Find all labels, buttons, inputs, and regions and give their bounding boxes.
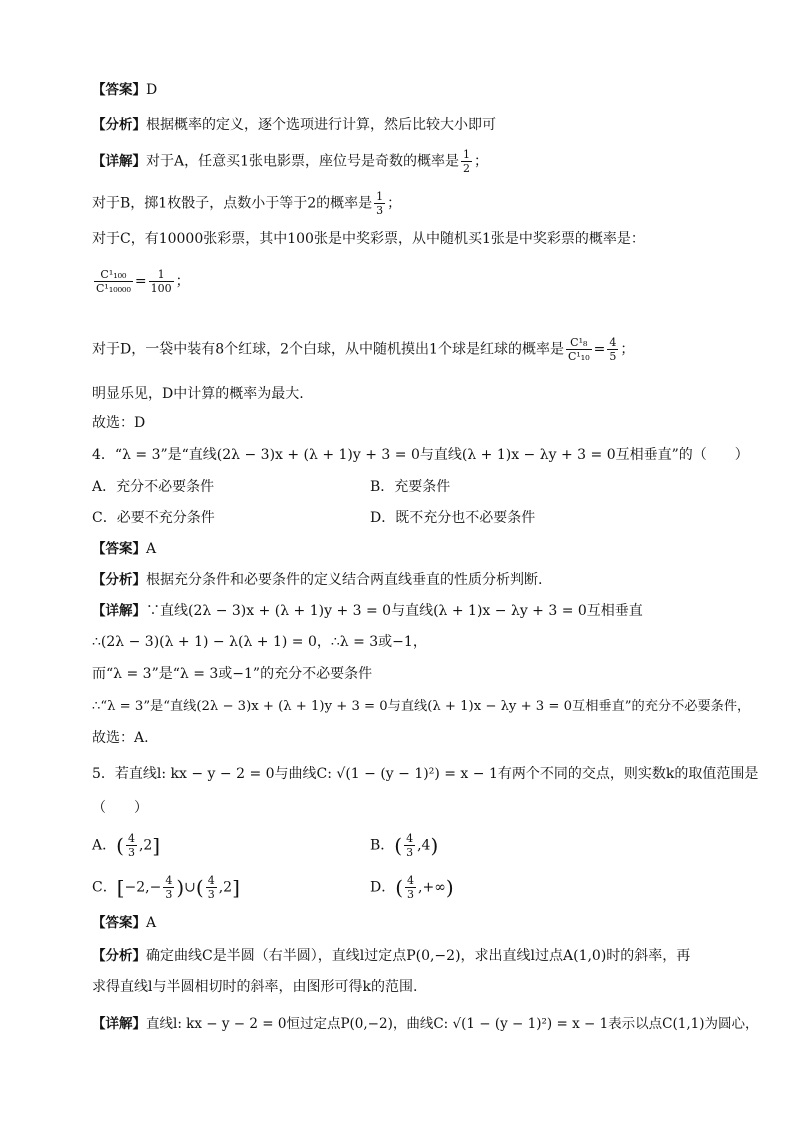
- q5-analysis-line-2: 求得直线l与半圆相切时的斜率，由图形可得k的范围.: [92, 979, 418, 995]
- q3-detail-d: 对于D，一袋中装有8个红球，2个白球，从中随机摸出1个球是红球的概率是 $\frac{\text{C¹₈}}{\text{C¹₁₀}}$ = $\frac{4}{5}$ ；: [92, 336, 635, 363]
- q4-detail-2: ∴(2λ − 3)(λ + 1) − λ(λ + 1) = 0，∴λ = 3或−1，: [92, 634, 427, 650]
- q3-analysis-line: [92, 115, 496, 135]
- q4-choice: 故选：A.: [92, 730, 149, 746]
- q5-option-a: A．( $\frac{4}{3}$ ,2]: [92, 832, 161, 859]
- q5-option-c: C．[−2,− $\frac{4}{3}$ )∪( $\frac{4}{3}$ ,2]: [92, 874, 240, 901]
- fraction: $\frac{1}{3}$: [376, 190, 384, 217]
- fraction: $\frac{1}{100}$: [150, 268, 172, 295]
- answer-label: 【答案】: [92, 915, 146, 931]
- q5-answer-line: [92, 913, 156, 933]
- q4-option-c: C．必要不充分条件: [92, 510, 215, 526]
- q4-stem: 4．“λ = 3”是“直线(2λ − 3)x + (λ + 1)y + 3 = 0与直线(λ + 1)x − λy + 3 = 0互相垂直”的（ ）: [92, 447, 749, 463]
- detail-label: 【详解】: [92, 603, 146, 619]
- answer-label: 【答案】: [92, 541, 146, 557]
- q3-detail-c-formula: $\frac{\text{C¹₁₀₀}}{\text{C¹₁₀₀₀₀}}$ = $\frac{1}{100}$ ；: [96, 268, 190, 295]
- q3-answer-line: [92, 80, 157, 100]
- q3-analysis: 根据概率的定义，逐个选项进行计算，然后比较大小即可: [146, 117, 496, 133]
- q3-answer: D: [146, 82, 158, 98]
- q4-detail-3: 而“λ = 3”是“λ = 3或−1”的充分不必要条件: [92, 666, 373, 682]
- fraction: $\frac{1}{2}$: [463, 148, 471, 175]
- q4-answer-line: [92, 539, 156, 559]
- q5-answer: A: [146, 915, 157, 931]
- q3-detail-c: 对于C，有10000张彩票，其中100张是中奖彩票，从中随机买1张是中奖彩票的概率是：: [92, 231, 645, 247]
- q3-detail-b: 对于B，掷1枚骰子，点数小于等于2的概率是 $\frac{1}{3}$ ；: [92, 190, 402, 217]
- detail-label: 【详解】: [92, 1016, 146, 1032]
- q5-stem: 5．若直线l: kx − y − 2 = 0与曲线C: √(1 − (y − 1)²) = x − 1有两个不同的交点，则实数k的取值范围是: [92, 766, 759, 782]
- q4-analysis-line: 【分析】根据充分条件和必要条件的定义结合两直线垂直的性质分析判断.: [92, 572, 543, 588]
- detail-label: 【详解】: [92, 153, 146, 170]
- q4-option-b: B．充要条件: [370, 479, 451, 495]
- combination-fraction: $\frac{\text{C¹₁₀₀}}{\text{C¹₁₀₀₀₀}}$: [96, 268, 131, 295]
- analysis-label: 【分析】: [92, 117, 146, 133]
- combination-fraction: $\frac{\text{C¹₈}}{\text{C¹₁₀}}$: [567, 336, 590, 363]
- q3-conclusion: 明显乐见，D中计算的概率为最大.: [92, 386, 304, 402]
- analysis-label: 【分析】: [92, 572, 146, 588]
- fraction: $\frac{4}{5}$: [609, 336, 617, 363]
- q5-analysis-line: 【分析】确定曲线C是半圆（右半圆），直线l过定点P(0,−2)，求出直线l过点A(1,0)时的斜率，再: [92, 948, 691, 964]
- q3-choice: 故选：D: [92, 415, 146, 431]
- q4-option-d: D．既不充分也不必要条件: [370, 510, 536, 526]
- analysis-label: 【分析】: [92, 948, 146, 964]
- q4-detail-1: 【详解】∵直线(2λ − 3)x + (λ + 1)y + 3 = 0与直线(λ + 1)x − λy + 3 = 0互相垂直: [92, 603, 643, 619]
- q5-stem-paren: （ ）: [92, 800, 148, 816]
- q4-option-a: A．充分不必要条件: [92, 479, 215, 495]
- q5-option-d: D．( $\frac{4}{3}$ ,+∞): [370, 874, 454, 901]
- answer-label: 【答案】: [92, 82, 146, 98]
- q3-detail-a: 【详解】对于A，任意买1张电影票，座位号是奇数的概率是 $\frac{1}{2}$ ；: [92, 148, 489, 175]
- q5-detail: 【详解】直线l: kx − y − 2 = 0恒过定点P(0,−2)，曲线C: √(1 − (y − 1)²) = x − 1表示以点C(1,1)为圆心，: [92, 1016, 759, 1032]
- q4-detail-4: ∴“λ = 3”是“直线(2λ − 3)x + (λ + 1)y + 3 = 0与直线(λ + 1)x − λy + 3 = 0互相垂直”的充分不必要条件，: [92, 699, 751, 714]
- q4-answer: A: [146, 541, 157, 557]
- q5-option-b: B．( $\frac{4}{3}$ ,4): [370, 832, 439, 859]
